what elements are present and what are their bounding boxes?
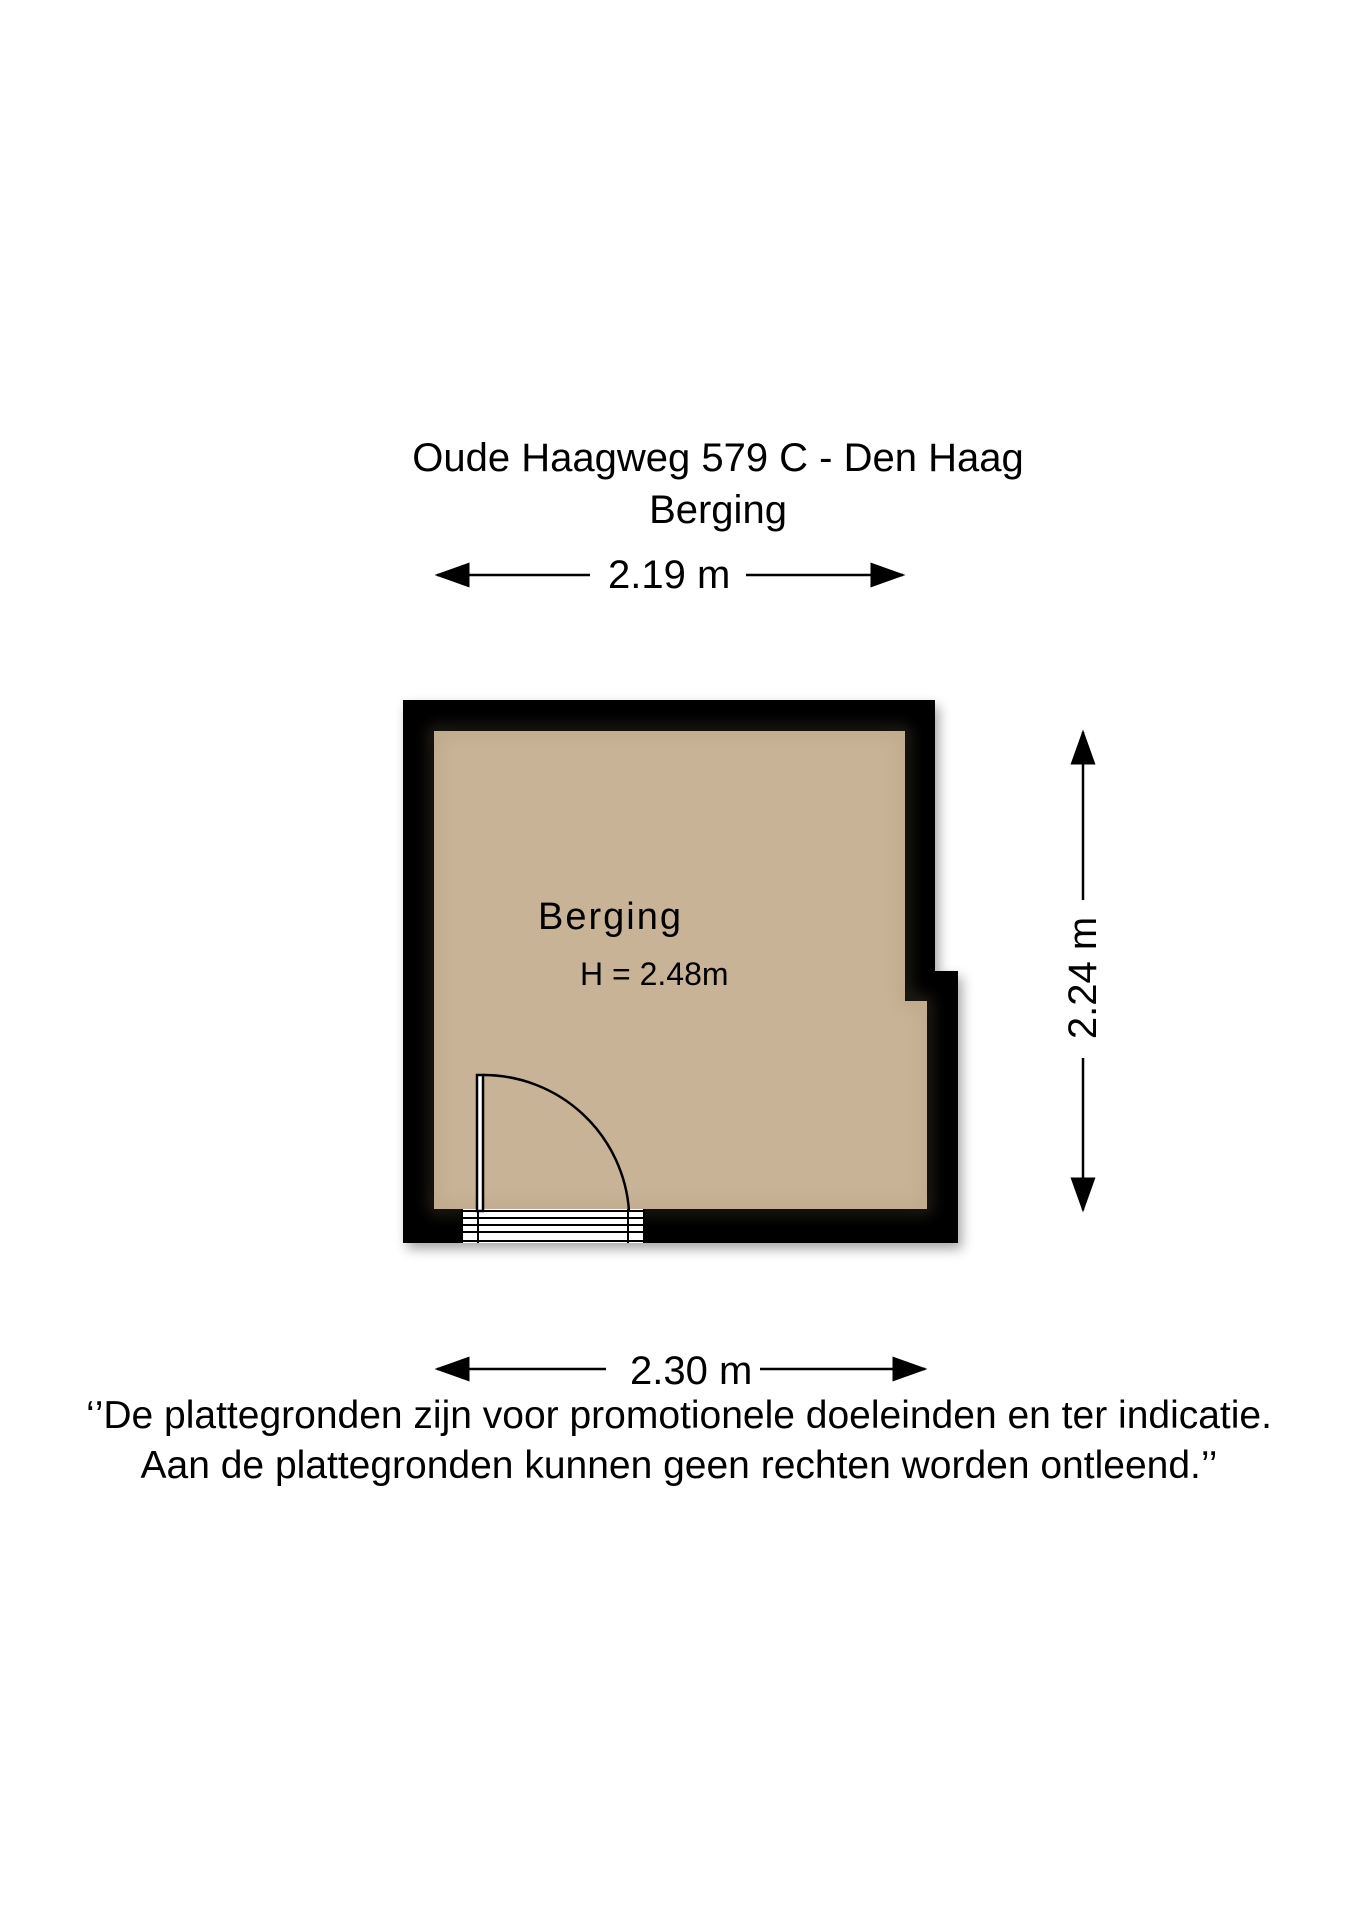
room-height-label: H = 2.48m: [580, 956, 729, 992]
disclaimer-line-1: ‘’De plattegronden zijn voor promotionele doeleinden en ter indicatie.: [86, 1394, 1272, 1437]
room-name-label: Berging: [538, 896, 683, 938]
dimension-right-label: 2.24 m: [1055, 907, 1111, 1049]
disclaimer-text: [0, 1391, 1358, 1491]
floor-name: Berging: [649, 488, 787, 532]
dimension-bottom-label: 2.30 m: [622, 1349, 760, 1393]
address-title: Oude Haagweg 579 C - Den Haag: [412, 436, 1024, 480]
disclaimer-line-2: Aan de plattegronden kunnen geen rechten worden ontleend.’’: [140, 1444, 1218, 1487]
dimension-top-label: 2.19 m: [600, 553, 738, 597]
